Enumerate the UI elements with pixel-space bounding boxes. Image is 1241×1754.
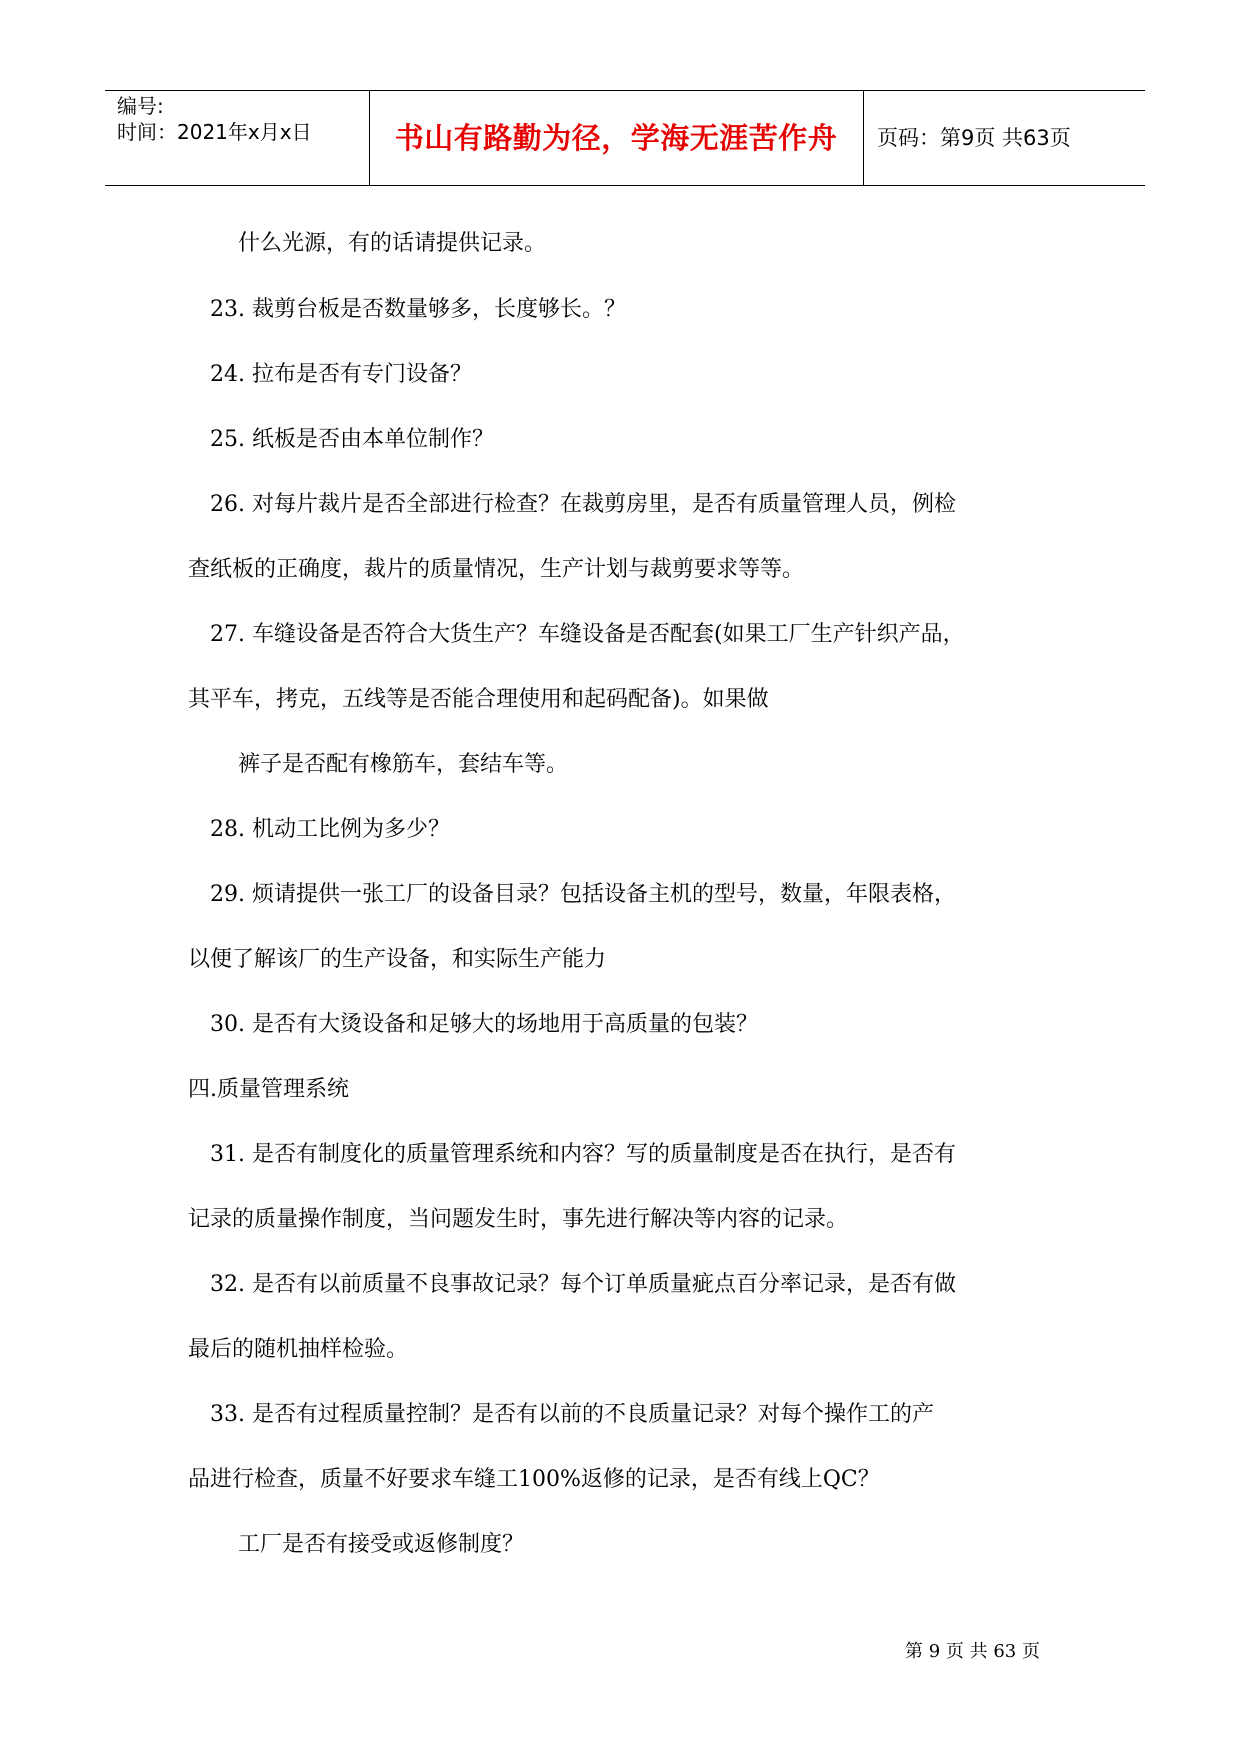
- body-line: 工厂是否有接受或返修制度？: [238, 1532, 525, 1557]
- section-heading: 四.质量管理系统: [188, 1077, 349, 1102]
- header-motto-cell: [369, 91, 864, 185]
- header-table: [105, 90, 1145, 186]
- header-meta-cell: [105, 91, 370, 185]
- page-footer: 第 9 页 共 63 页: [905, 1641, 1040, 1662]
- body-line: 33. 是否有过程质量控制？是否有以前的不良质量记录？对每个操作工的产: [210, 1402, 934, 1427]
- header-page-cell: [863, 91, 1145, 185]
- body-line: 25. 纸板是否由本单位制作？: [210, 427, 494, 452]
- body-line: 什么光源，有的话请提供记录。: [238, 231, 547, 256]
- body-line: 其平车，拷克，五线等是否能合理使用和起码配备)。如果做: [188, 687, 769, 712]
- body-line: 品进行检查，质量不好要求车缝工100%返修的记录，是否有线上QC？: [188, 1467, 880, 1492]
- body-line: 29. 烦请提供一张工厂的设备目录？包括设备主机的型号，数量，年限表格，: [210, 882, 956, 907]
- body-line: 32. 是否有以前质量不良事故记录？每个订单质量疵点百分率记录，是否有做: [210, 1272, 956, 1297]
- document-time-label: 时间：2021年x月x日: [117, 120, 312, 144]
- body-line: 23. 裁剪台板是否数量够多，长度够长。？: [210, 297, 626, 322]
- header-page-label: 页码：第9页 共63页: [877, 126, 1071, 150]
- body-line: 以便了解该厂的生产设备，和实际生产能力: [188, 947, 607, 972]
- header-motto: 书山有路勤为径，学海无涯苦作舟: [394, 121, 838, 155]
- body-line: 24. 拉布是否有专门设备？: [210, 362, 472, 387]
- body-line: 最后的随机抽样检验。: [188, 1337, 409, 1362]
- body-line: 裤子是否配有橡筋车，套结车等。: [238, 752, 569, 777]
- body-line: 27. 车缝设备是否符合大货生产？车缝设备是否配套(如果工厂生产针织产品，: [210, 622, 965, 647]
- body-line: 28. 机动工比例为多少？: [210, 817, 450, 842]
- body-line: 26. 对每片裁片是否全部进行检查？在裁剪房里，是否有质量管理人员，例检: [210, 492, 956, 517]
- body-line: 查纸板的正确度，裁片的质量情况，生产计划与裁剪要求等等。: [188, 557, 805, 582]
- document-number-label: 编号:: [117, 94, 164, 118]
- body-line: 31. 是否有制度化的质量管理系统和内容？写的质量制度是否在执行，是否有: [210, 1142, 956, 1167]
- body-line: 30. 是否有大烫设备和足够大的场地用于高质量的包装？: [210, 1012, 758, 1037]
- body-line: 记录的质量操作制度，当问题发生时，事先进行解决等内容的记录。: [188, 1207, 849, 1232]
